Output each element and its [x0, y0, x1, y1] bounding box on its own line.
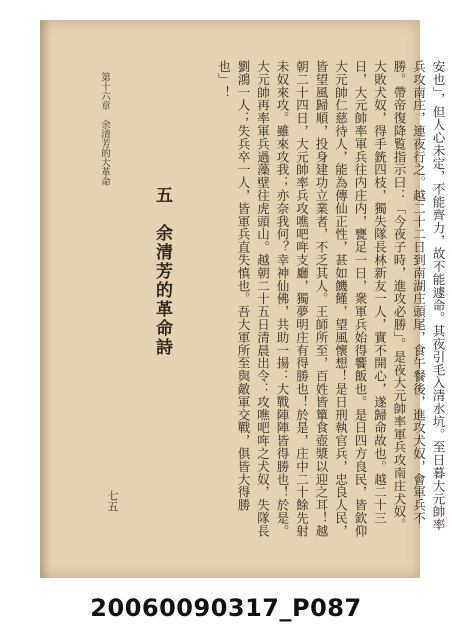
page-number: 七五	[106, 490, 119, 512]
section-title: 五 余清芳的革命詩	[152, 186, 172, 357]
running-head: 第十六章 余清芳的大革命	[99, 72, 110, 186]
body-text-block	[190, 60, 448, 540]
image-caption-id: 20060090317_P087	[90, 594, 362, 622]
book-page-scan	[40, 20, 446, 578]
body-paragraph: 安也」，但人心未定，不能齊力，故不能遽命。其夜引毛入清水坑。至日暮大元帥率兵攻南庄，連夜行之。越二十二日到南湖庄頭尾，食午餐後，進攻犬奴，會軍兵不勝。帶帝復降覧指示曰：「今夜子時，進攻必勝」。是夜大元帥率軍兵攻南庄犬奴。大敗犬奴，得手銃四枝，獨失隊長林新友一人，實不開心，遂歸命故也。越二十三日，大元帥率軍兵往内庄内，甕足一日，衆軍兵始得饗飯也。是日四方良民，皆欽仰大元帥仁慈待人，能為傳仙正性，甚如饑饉，望風懷想！是日刑執官兵，忠良人民，皆望風歸順，投身建功立業者，不乏其人。王師所至，百姓皆簞食壺漿以迎之耳！越朝二十四日，大元帥率兵攻噍吧哖支廳，獨夢明庄有得勝也！於是，庄中二十餘先射未奴來攻。雖來攻我；亦奈我何？幸神仙佛，共助一揚：大戰陣陣皆得勝也！於是。大元帥再率軍兵過藻壁往虎頭山。越朝二十五日清晨出令：攻噍吧哖之犬奴，失隊長劉鴻一人；失兵卒一人，皆軍兵直失慎也。吾大軍所至與敵軍交戰，俱皆大得勝也」！	[216, 60, 446, 538]
